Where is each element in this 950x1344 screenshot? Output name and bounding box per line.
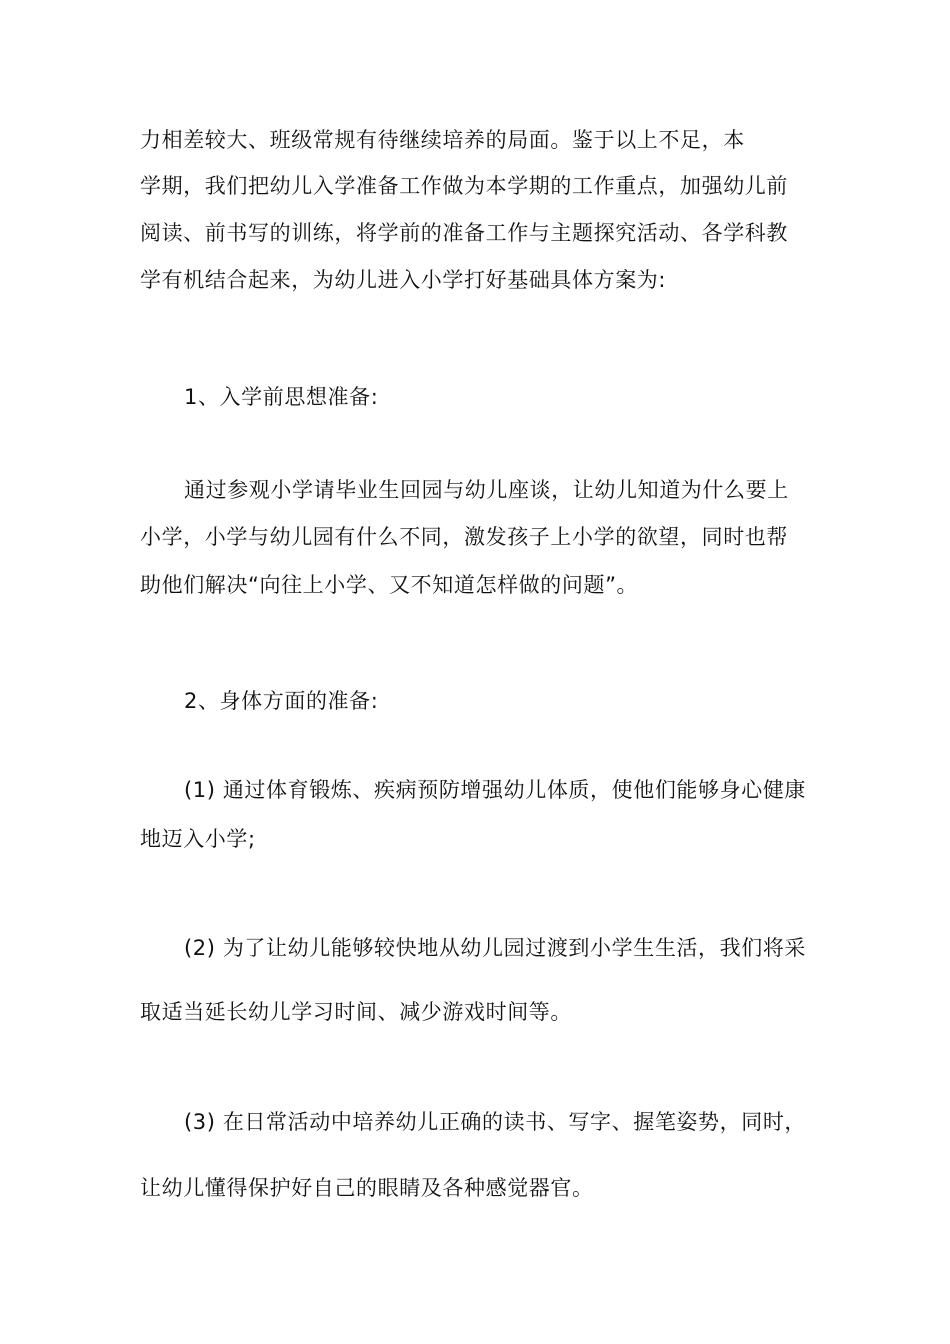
item-1-line-2: 地迈入小学; <box>140 827 256 851</box>
section-1-line-2: 小学，小学与幼儿园有什么不同，激发孩子上小学的欲望，同时也帮 <box>140 525 788 549</box>
item-1-line-1: (1) 通过体育锻炼、疾病预防增强幼儿体质，使他们能够身心健康 <box>184 778 807 802</box>
section-1-line-3: 助他们解决“向往上小学、又不知道怎样做的问题”。 <box>140 573 639 597</box>
item-2-line-1: (2) 为了让幼儿能够较快地从幼儿园过渡到小学生生活，我们将采 <box>184 936 807 960</box>
item-3-line-1: (3) 在日常活动中培养幼儿正确的读书、写字、握笔姿势，同时， <box>184 1110 807 1134</box>
item-3-line-2: 让幼儿懂得保护好自己的眼睛及各种感觉器官。 <box>140 1176 594 1200</box>
section-1-heading: 1、入学前思想准备: <box>184 385 379 409</box>
section-1-line-1: 通过参观小学请毕业生回园与幼儿座谈，让幼儿知道为什么要上 <box>184 478 789 502</box>
intro-line-3: 阅读、前书写的训练，将学前的准备工作与主题探究活动、各学科教 <box>140 221 788 245</box>
intro-line-1: 力相差较大、班级常规有待继续培养的局面。鉴于以上不足，本 <box>140 128 745 152</box>
item-2-line-2: 取适当延长幼儿学习时间、减少游戏时间等。 <box>140 1000 572 1024</box>
intro-line-2: 学期，我们把幼儿入学准备工作做为本学期的工作重点，加强幼儿前 <box>140 174 788 198</box>
section-2-heading: 2、身体方面的准备: <box>184 689 379 713</box>
intro-line-4: 学有机结合起来，为幼儿进入小学打好基础具体方案为: <box>140 268 667 292</box>
